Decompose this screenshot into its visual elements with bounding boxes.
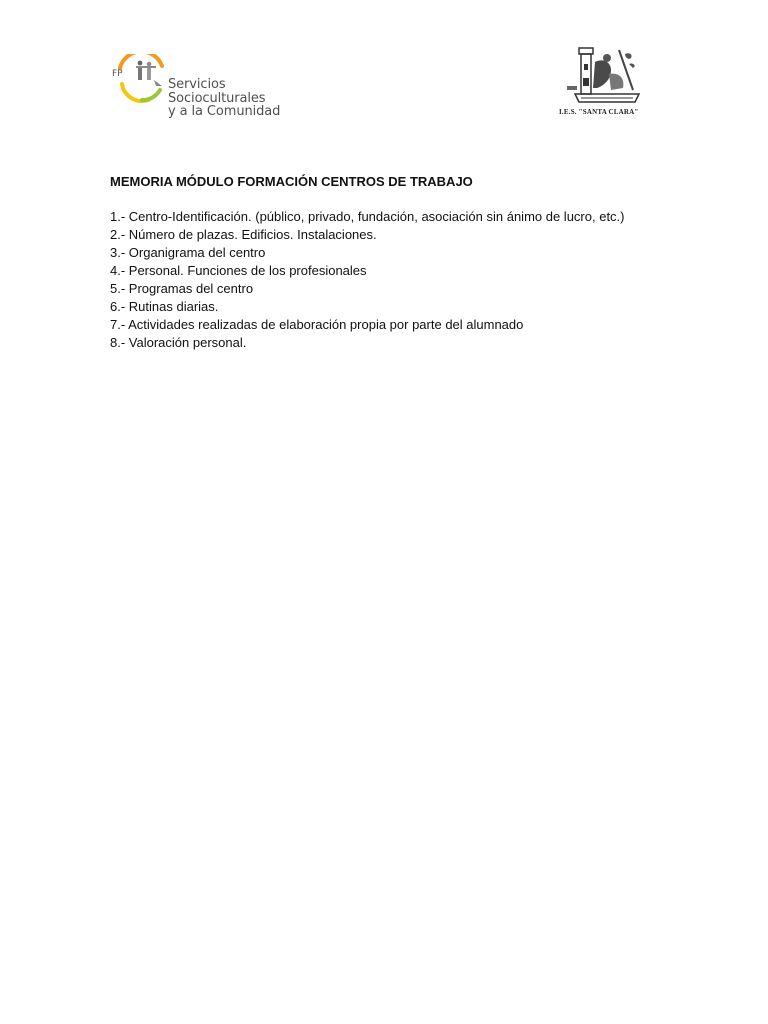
logo-caption: I.E.S. "SANTA CLARA" [559,108,639,116]
logo-line-2: Socioculturales [168,90,266,106]
ies-santa-clara-logo [559,44,651,120]
fp-logo [110,54,280,124]
svg-text:FP: FP [112,69,123,79]
document-content [110,173,650,352]
santa-clara-crest-icon [559,44,651,108]
list-item: 2.- Número de plazas. Edificios. Instalaciones. [110,227,377,242]
list-item: 6.- Rutinas diarias. [110,299,219,314]
list-item: 5.- Programas del centro [110,281,254,296]
list-item: 4.- Personal. Funciones de los profesionales [110,263,367,278]
list-item: 7.- Actividades realizadas de elaboración propia por parte del alumnado [110,317,524,332]
list-item: 1.- Centro-Identificación. (público, privado, fundación, asociación sin ánimo de lucro, etc.) [110,209,625,224]
memoria-item-list [110,208,650,352]
document-title: MEMORIA MÓDULO FORMACIÓN CENTROS DE TRABAJO [110,174,473,189]
list-item: 3.- Organigrama del centro [110,245,266,260]
logo-line-1: Servicios [168,77,226,92]
list-item: 8.- Valoración personal. [110,335,247,350]
fp-emblem-icon [110,54,170,106]
logo-line-3: y a la Comunidad [168,104,281,119]
